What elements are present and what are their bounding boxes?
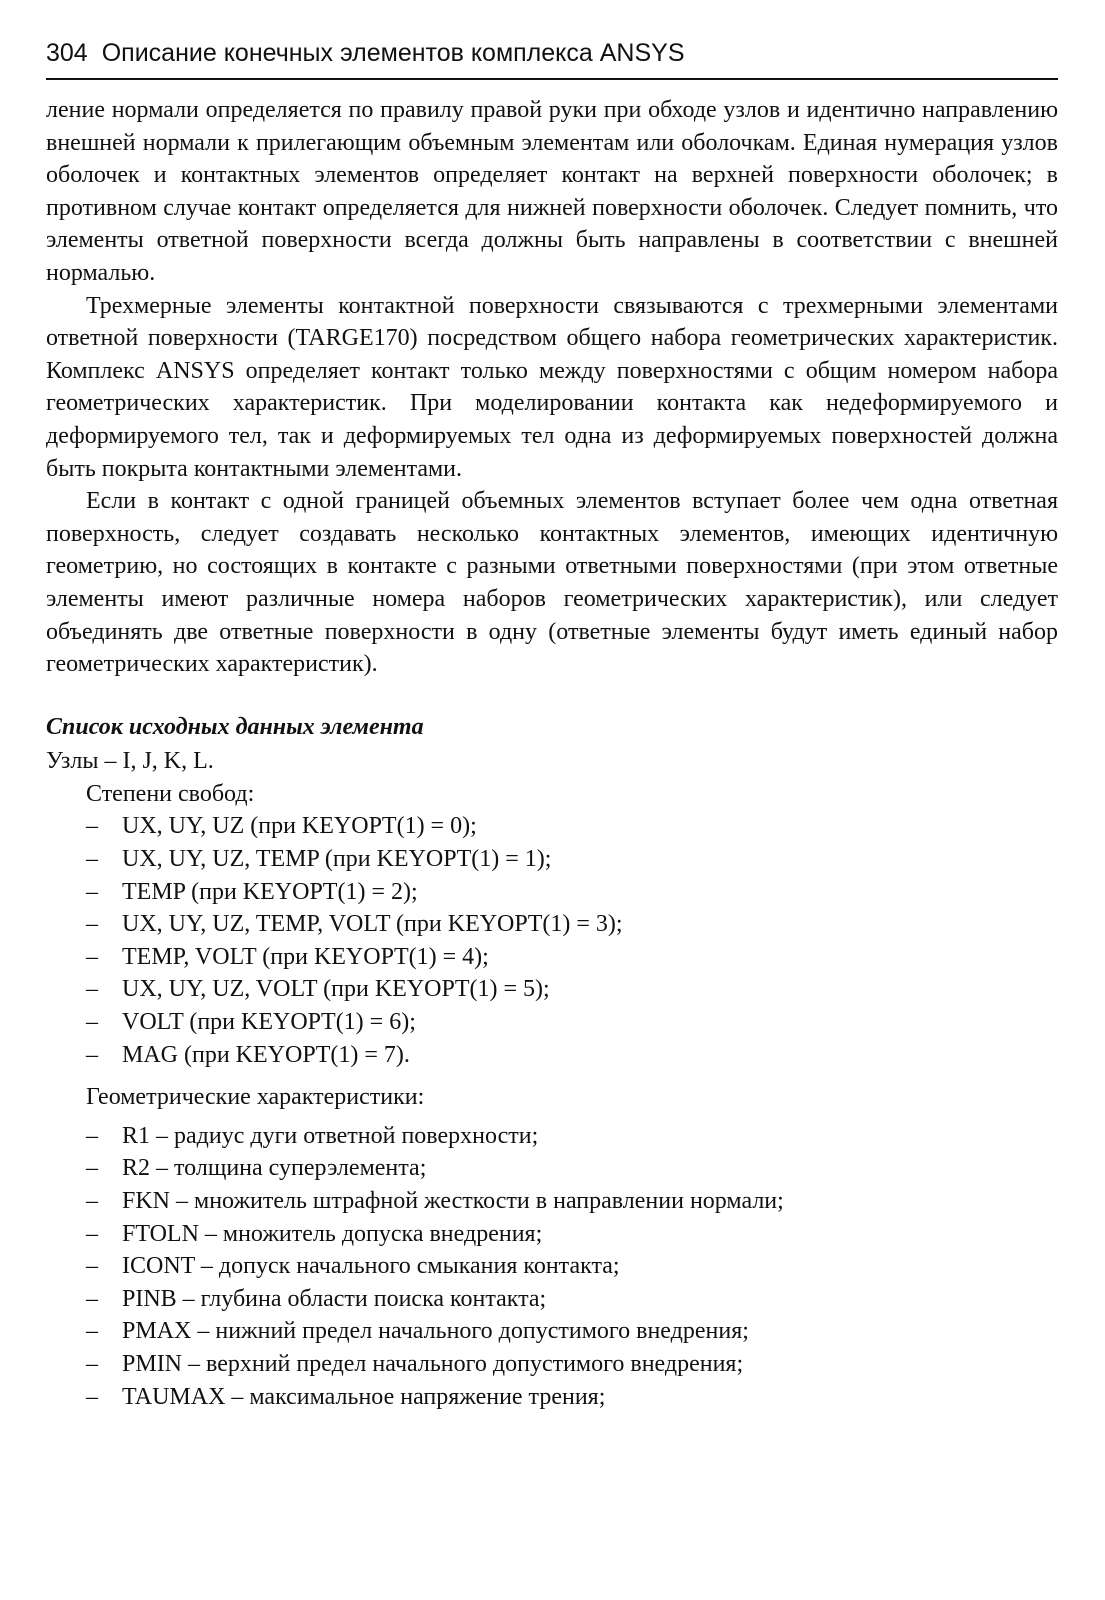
dash-marker: – (86, 1220, 98, 1247)
dof-item (46, 876, 1058, 909)
dash-marker: – (86, 1009, 98, 1036)
page-number: 304 (46, 39, 88, 67)
paragraph-3: Если в контакт с одной границей объемных элементов вступает более чем одна ответная поверхность, следует создавать несколько контактных элементов, имеющих идентичную геометрию, но состоящих в контакте с разными ответными поверхностями (при этом ответные элементы имеют различные номера наборов геометрических характеристик), или следует объединять две ответные поверхности в одну (ответные элементы будут иметь единый набор геометрических характеристик). (46, 488, 1058, 678)
dash-marker: – (86, 1383, 98, 1410)
running-header (46, 36, 1058, 72)
real-constant-item (46, 1348, 1058, 1381)
real-constant-item-text: R1 – радиус дуги ответной поверхности; (122, 1122, 539, 1149)
dash-marker: – (86, 1041, 98, 1068)
real-constant-item (46, 1283, 1058, 1316)
dof-item-text: TEMP (при KEYOPT(1) = 2); (122, 878, 418, 905)
real-constant-item-text: R2 – толщина суперэлемента; (122, 1155, 427, 1182)
dof-item-text: VOLT (при KEYOPT(1) = 6); (122, 1009, 416, 1036)
real-constant-item-text: FKN – множитель штрафной жесткости в направлении нормали; (122, 1188, 784, 1214)
dof-item-text: TEMP, VOLT (при KEYOPT(1) = 4); (122, 943, 489, 970)
real-constant-item (46, 1120, 1058, 1153)
running-title: Описание конечных элементов комплекса ANSYS (101, 39, 685, 67)
dof-item-text: UX, UY, UZ, VOLT (при KEYOPT(1) = 5); (122, 976, 550, 1003)
paragraph-1: ление нормали определяется по правилу правой руки при обходе узлов и идентично направлению внешней нормали к прилегающим объемным элементам или оболочкам. Единая нумерация узлов оболочек и контактных элементов определяет контакт на верхней поверхности оболочек; в противном случае контакт определяется для нижней поверхности оболочек. Следует помнить, что элементы ответной поверхности всегда должны быть направлены в соответствии с внешней нормалью. (46, 97, 1058, 286)
dash-marker: – (86, 976, 98, 1003)
dash-marker: – (86, 1350, 98, 1377)
dash-marker: – (86, 911, 98, 938)
dash-marker: – (86, 878, 98, 905)
dof-item-text: UX, UY, UZ (при KEYOPT(1) = 0); (122, 813, 477, 840)
real-constant-item (46, 1152, 1058, 1185)
dof-item (46, 941, 1058, 974)
dash-marker: – (86, 1188, 98, 1214)
nodes-line: Узлы – I, J, K, L. (46, 748, 214, 775)
real-constant-item (46, 1218, 1058, 1251)
real-constant-item-text: FTOLN – множитель допуска внедрения; (122, 1220, 543, 1247)
real-constants-label: Геометрические характеристики: (86, 1084, 425, 1111)
dof-label: Степени свобод: (86, 780, 255, 807)
dash-marker: – (86, 846, 98, 873)
dash-marker: – (86, 1318, 98, 1345)
dof-item-text: UX, UY, UZ, TEMP, VOLT (при KEYOPT(1) = 3); (122, 911, 623, 938)
real-constant-item-text: PMAX – нижний предел начального допустимого внедрения; (122, 1318, 749, 1345)
dof-item (46, 843, 1058, 876)
dof-item-text: UX, UY, UZ, TEMP (при KEYOPT(1) = 1); (122, 846, 552, 873)
dash-marker: – (86, 1155, 98, 1182)
real-constant-item-text: TAUMAX – максимальное напряжение трения; (122, 1383, 606, 1410)
dash-marker: – (86, 1285, 98, 1312)
section-title: Список исходных данных элемента (46, 713, 424, 740)
paragraph-2: Трехмерные элементы контактной поверхности связываются с трехмерными элементами ответной поверхности (TARGE170) посредством общего набора геометрических характеристик. Комплекс ANSYS определяет контакт только между поверхностями с общим номером набора геометрических характеристик. При моделировании контакта как недеформируемого и деформируемого тел, так и деформируемых тел одна из деформируемых поверхностей должна быть покрыта контактными элементами. (46, 292, 1058, 482)
dof-item (46, 908, 1058, 941)
dof-item (46, 1006, 1058, 1039)
real-constants-list (46, 1120, 1058, 1413)
document-page (46, 36, 1058, 1413)
real-constant-item-text: PMIN – верхний предел начального допустимого внедрения; (122, 1350, 744, 1377)
real-constant-item (46, 1185, 1058, 1218)
dof-list (46, 810, 1058, 1071)
real-constant-item (46, 1315, 1058, 1348)
real-constant-item (46, 1381, 1058, 1414)
body-text (46, 94, 1058, 1413)
dash-marker: – (86, 943, 98, 970)
dof-item (46, 973, 1058, 1006)
dash-marker: – (86, 1122, 98, 1149)
real-constant-item-text: PINB – глубина области поиска контакта; (122, 1285, 547, 1312)
real-constant-item-text: ICONT – допуск начального смыкания контакта; (122, 1253, 620, 1280)
dof-item (46, 1039, 1058, 1072)
header-rule (46, 78, 1058, 80)
dash-marker: – (86, 1253, 98, 1280)
dash-marker: – (86, 813, 98, 840)
dof-item (46, 810, 1058, 843)
real-constant-item (46, 1250, 1058, 1283)
dof-item-text: MAG (при KEYOPT(1) = 7). (122, 1041, 410, 1068)
